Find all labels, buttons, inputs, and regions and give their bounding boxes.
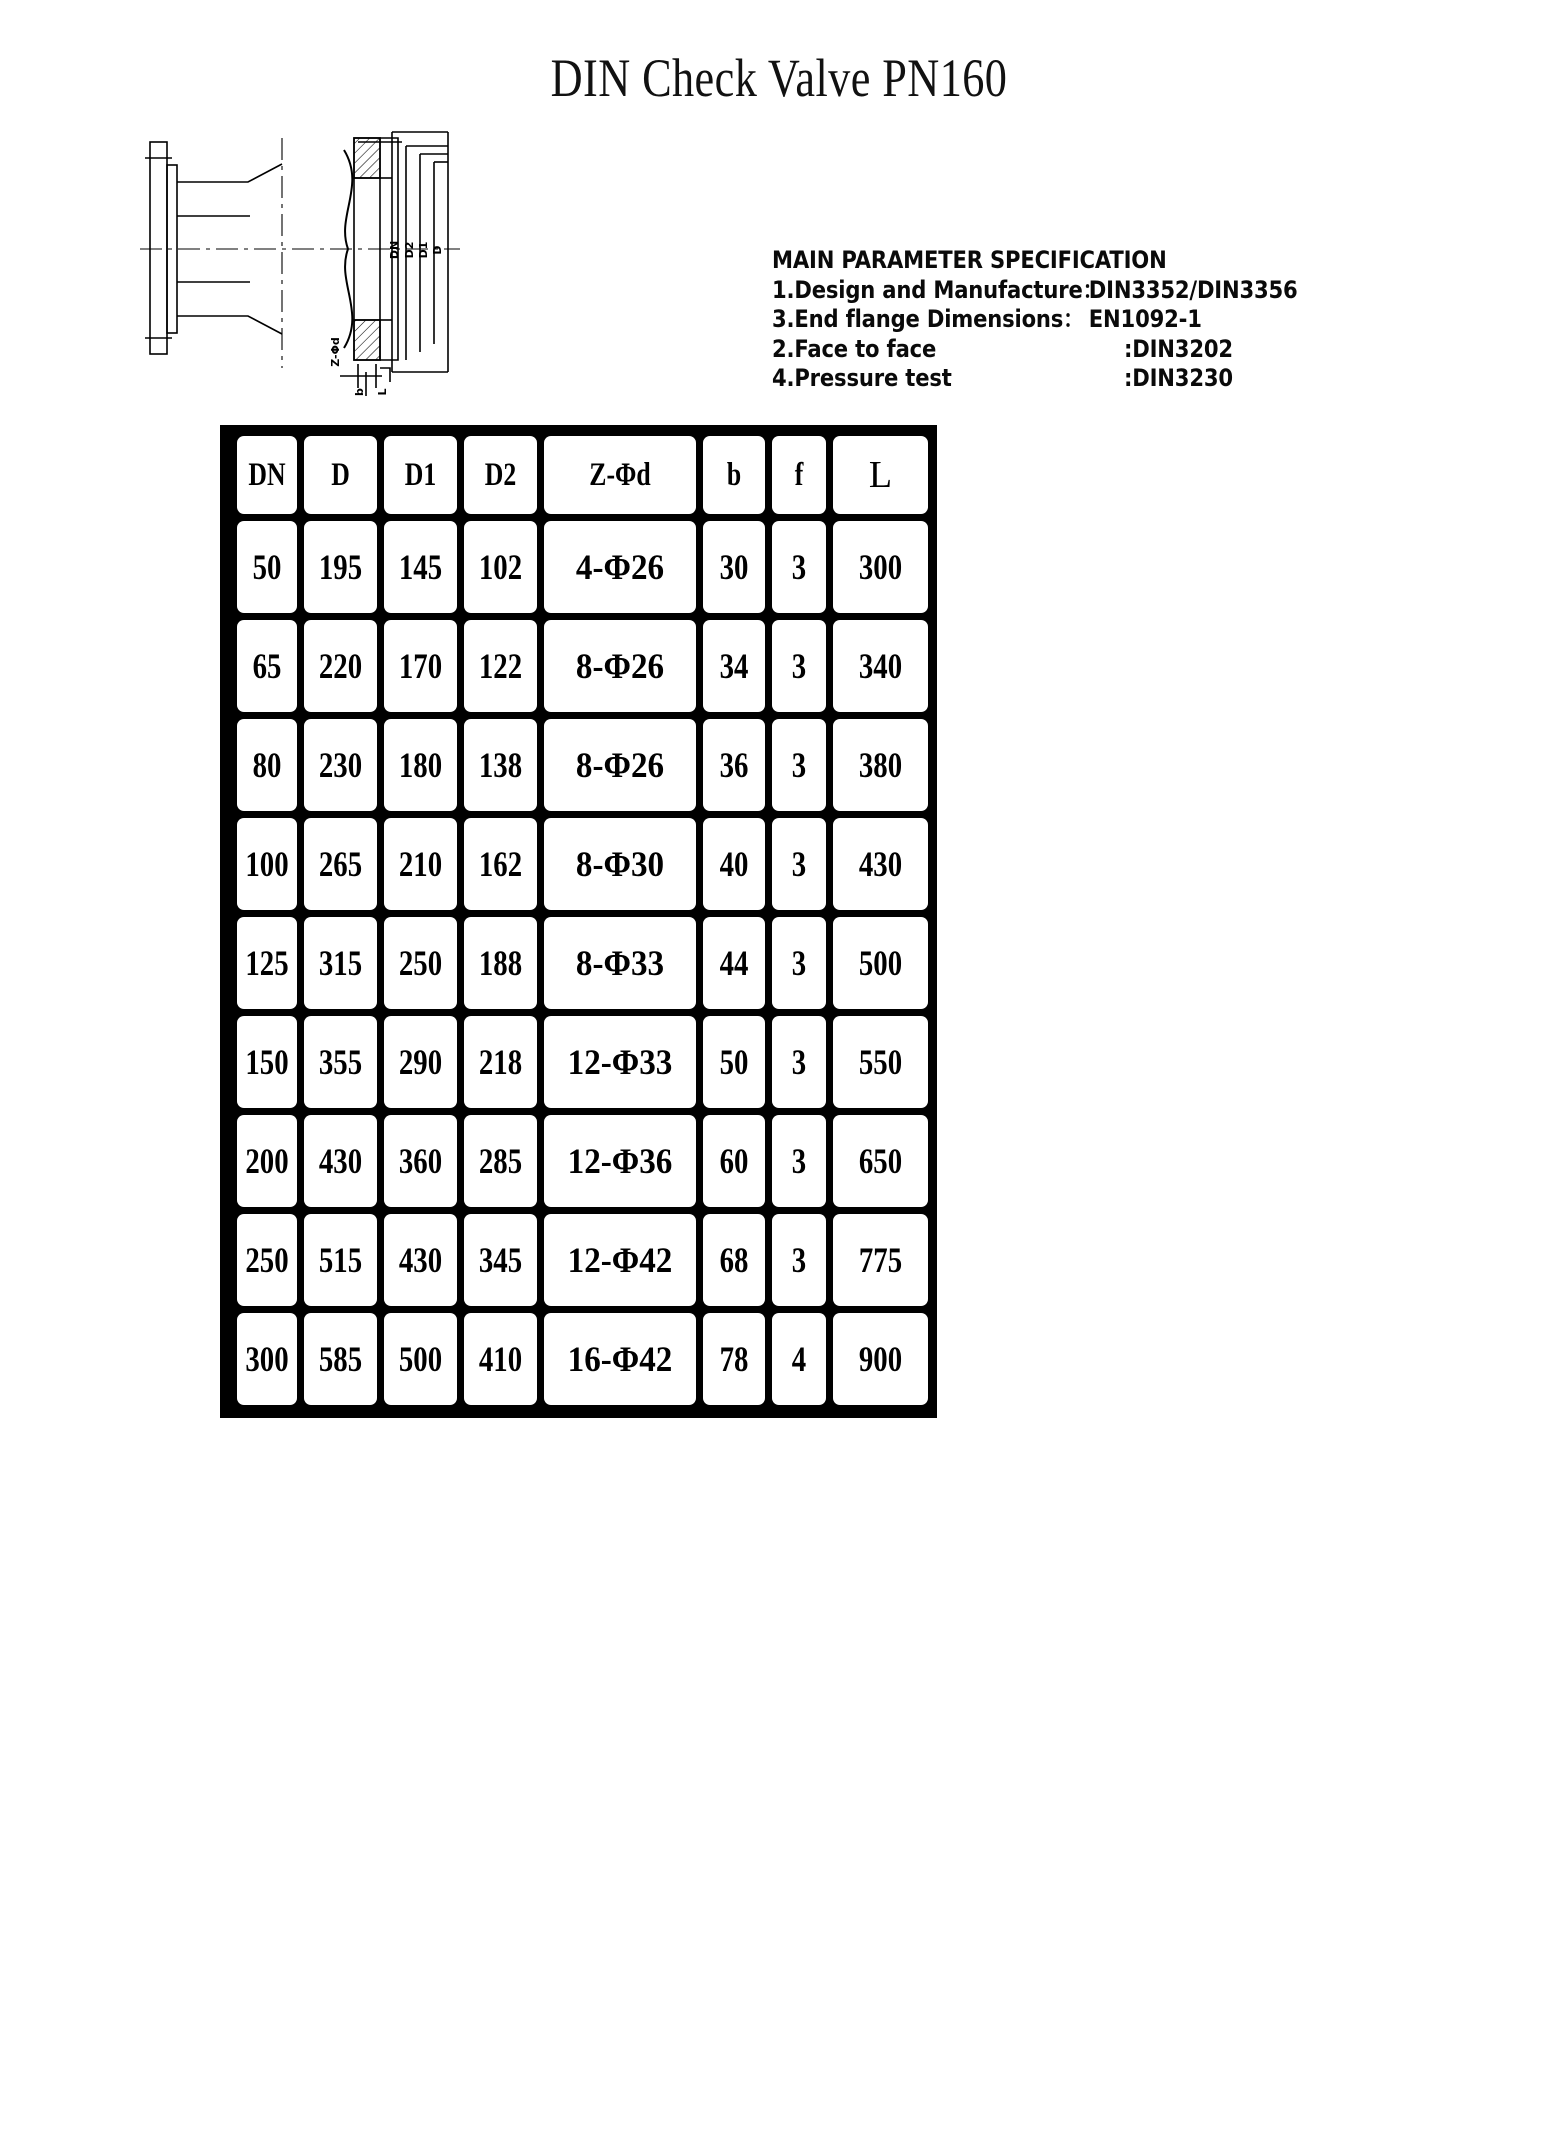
spec-label: 3.End flange Dimensions： (772, 305, 1085, 333)
table-cell-d2 (464, 1214, 537, 1306)
table-cell-b (703, 521, 765, 613)
cell-value: 180 (398, 745, 443, 785)
table-cell-d1 (384, 1016, 457, 1108)
cell-value: 102 (478, 547, 523, 587)
table-header-dn (237, 436, 297, 514)
cell-value: 220 (318, 646, 363, 686)
cell-value: 355 (318, 1042, 363, 1082)
table-cell-zd (544, 917, 696, 1009)
page-title: DIN Check Valve PN160 (550, 48, 1008, 108)
table-cell-zd (544, 521, 696, 613)
table-cell-d1 (384, 521, 457, 613)
cell-value: 44 (719, 943, 749, 983)
cell-value: 3 (791, 1042, 807, 1082)
spec-value: EN1092-1 (1088, 305, 1202, 333)
table-row (237, 917, 928, 1009)
table-cell-l (833, 1214, 928, 1306)
drawing-label-d2: D2 (403, 241, 416, 259)
cell-value: 3 (791, 943, 807, 983)
cell-value: 585 (318, 1339, 363, 1379)
table-cell-d2 (464, 818, 537, 910)
table-cell-d (304, 1016, 377, 1108)
spec-value: :DIN3202 (1124, 334, 1233, 363)
table-cell-d2 (464, 620, 537, 712)
cell-value: 360 (398, 1141, 443, 1181)
cell-value: 68 (719, 1240, 749, 1280)
table-cell-d2 (464, 719, 537, 811)
drawing-label-dn: DN (388, 240, 401, 260)
table-cell-f (772, 1313, 826, 1405)
table-cell-dn (237, 1016, 297, 1108)
cell-value: 16-Φ42 (567, 1339, 673, 1379)
table-cell-d1 (384, 1313, 457, 1405)
table-cell-dn (237, 1313, 297, 1405)
header-label: DN (248, 456, 286, 493)
table-cell-f (772, 1214, 826, 1306)
table-cell-f (772, 917, 826, 1009)
table-cell-dn (237, 620, 297, 712)
cell-value: 230 (318, 745, 363, 785)
table-cell-d (304, 1214, 377, 1306)
cell-value: 3 (791, 844, 807, 884)
cell-value: 290 (398, 1042, 443, 1082)
cell-value: 8-Φ26 (575, 745, 665, 785)
table-cell-d1 (384, 818, 457, 910)
drawing-label-d1: D1 (417, 241, 430, 259)
table-cell-l (833, 1016, 928, 1108)
cell-value: 218 (478, 1042, 523, 1082)
cell-value: 300 (245, 1339, 289, 1379)
table-header-d (304, 436, 377, 514)
spec-value: :DIN3230 (1124, 364, 1233, 392)
cell-value: 3 (791, 745, 807, 785)
cell-value: 4 (791, 1339, 807, 1379)
table-row (237, 1214, 928, 1306)
cell-value: 550 (858, 1042, 903, 1082)
cell-value: 775 (858, 1240, 903, 1280)
spec-heading: MAIN PARAMETER SPECIFICATION (772, 246, 1167, 274)
table-cell-d (304, 719, 377, 811)
table-cell-zd (544, 1016, 696, 1108)
table-cell-d (304, 917, 377, 1009)
table-cell-b (703, 1115, 765, 1207)
dimension-table-container (220, 425, 902, 1525)
cell-value: 80 (252, 745, 282, 785)
table-cell-dn (237, 917, 297, 1009)
cell-value: 500 (858, 943, 903, 983)
spec-label: 2.Face to face (772, 334, 937, 363)
header-label: D2 (484, 456, 517, 493)
cell-value: 900 (858, 1339, 903, 1379)
table-cell-zd (544, 620, 696, 712)
table-cell-d (304, 521, 377, 613)
header-label: Z-Φd (589, 456, 651, 493)
table-cell-l (833, 521, 928, 613)
header-label: f (794, 456, 804, 493)
table-cell-zd (544, 1214, 696, 1306)
cell-value: 40 (719, 844, 749, 884)
table-header-zd (544, 436, 696, 514)
table-header-f (772, 436, 826, 514)
table-header-b (703, 436, 765, 514)
table-row (237, 719, 928, 811)
cell-value: 3 (791, 1141, 807, 1181)
table-cell-f (772, 620, 826, 712)
table-cell-f (772, 719, 826, 811)
table-cell-b (703, 620, 765, 712)
cell-value: 410 (478, 1339, 523, 1379)
spec-line-face-to-face (772, 335, 1335, 365)
table-cell-l (833, 1115, 928, 1207)
cell-value: 36 (719, 745, 749, 785)
cell-value: 8-Φ26 (575, 646, 665, 686)
table-row (237, 620, 928, 712)
table-cell-d1 (384, 917, 457, 1009)
cell-value: 285 (478, 1141, 523, 1181)
table-cell-d (304, 1313, 377, 1405)
table-cell-l (833, 719, 928, 811)
table-cell-l (833, 1313, 928, 1405)
table-cell-dn (237, 1115, 297, 1207)
header-label: D (331, 456, 350, 493)
cell-value: 34 (719, 646, 749, 686)
cell-value: 430 (858, 844, 903, 884)
main-parameter-specification (772, 246, 1335, 394)
table-cell-f (772, 1016, 826, 1108)
drawing-label-d: D (431, 245, 444, 255)
cell-value: 162 (478, 844, 523, 884)
drawing-label-b: b (353, 388, 366, 396)
cell-value: 122 (478, 646, 523, 686)
table-cell-d2 (464, 521, 537, 613)
spec-label: 4.Pressure test (772, 364, 952, 392)
table-cell-l (833, 818, 928, 910)
cell-value: 380 (858, 745, 903, 785)
spec-value: DIN3352/DIN3356 (1088, 275, 1298, 304)
table-cell-d2 (464, 917, 537, 1009)
drawing-label-l: L (376, 388, 389, 396)
table-header-d2 (464, 436, 537, 514)
cell-value: 200 (245, 1141, 289, 1181)
table-cell-d1 (384, 1115, 457, 1207)
cell-value: 145 (398, 547, 443, 587)
cell-value: 12-Φ36 (567, 1141, 673, 1181)
dimension-table (220, 425, 937, 1418)
table-row (237, 1115, 928, 1207)
cell-value: 210 (398, 844, 443, 884)
table-cell-zd (544, 1313, 696, 1405)
spec-line-pressure-test (772, 364, 1335, 394)
spec-line-design-and-manufacture (772, 276, 1335, 306)
cell-value: 250 (245, 1240, 289, 1280)
table-header-l (833, 436, 928, 514)
table-cell-b (703, 818, 765, 910)
table-cell-l (833, 917, 928, 1009)
cell-value: 8-Φ30 (575, 844, 665, 884)
cell-value: 138 (478, 745, 523, 785)
table-row (237, 521, 928, 613)
table-cell-d (304, 620, 377, 712)
table-cell-d2 (464, 1313, 537, 1405)
table-cell-zd (544, 719, 696, 811)
cell-value: 430 (398, 1240, 443, 1280)
table-cell-d1 (384, 719, 457, 811)
table-cell-f (772, 1115, 826, 1207)
table-cell-zd (544, 1115, 696, 1207)
cell-value: 265 (318, 844, 363, 884)
table-cell-b (703, 1016, 765, 1108)
cell-value: 3 (791, 646, 807, 686)
header-label: L (868, 454, 893, 496)
table-cell-dn (237, 818, 297, 910)
table-cell-d (304, 1115, 377, 1207)
table-header-d1 (384, 436, 457, 514)
cell-value: 100 (245, 844, 289, 884)
cell-value: 150 (245, 1042, 289, 1082)
cell-value: 78 (719, 1339, 749, 1379)
cell-value: 650 (858, 1141, 903, 1181)
table-cell-b (703, 1214, 765, 1306)
cell-value: 12-Φ33 (567, 1042, 673, 1082)
table-cell-l (833, 620, 928, 712)
cell-value: 50 (719, 1042, 749, 1082)
table-cell-d2 (464, 1115, 537, 1207)
cell-value: 430 (318, 1141, 363, 1181)
table-cell-dn (237, 1214, 297, 1306)
cell-value: 3 (791, 547, 807, 587)
valve-cross-section-drawing (130, 120, 600, 410)
cell-value: 8-Φ33 (575, 943, 665, 983)
cell-value: 345 (478, 1240, 523, 1280)
table-cell-b (703, 1313, 765, 1405)
cell-value: 4-Φ26 (575, 547, 665, 587)
cell-value: 315 (318, 943, 363, 983)
table-cell-d1 (384, 1214, 457, 1306)
header-label: b (726, 456, 742, 493)
drawing-label-zd: Z-Φd (329, 337, 342, 367)
cell-value: 65 (252, 646, 282, 686)
table-row (237, 1313, 928, 1405)
cell-value: 188 (478, 943, 523, 983)
table-cell-dn (237, 521, 297, 613)
cell-value: 50 (252, 547, 282, 587)
cell-value: 170 (398, 646, 443, 686)
cell-value: 250 (398, 943, 443, 983)
cell-value: 300 (858, 547, 903, 587)
table-cell-f (772, 521, 826, 613)
cell-value: 500 (398, 1339, 443, 1379)
table-row (237, 1016, 928, 1108)
table-cell-b (703, 719, 765, 811)
table-cell-zd (544, 818, 696, 910)
cell-value: 195 (318, 547, 363, 587)
table-cell-f (772, 818, 826, 910)
cell-value: 340 (858, 646, 903, 686)
table-cell-b (703, 917, 765, 1009)
cell-value: 12-Φ42 (567, 1240, 673, 1280)
table-row (237, 818, 928, 910)
table-cell-d (304, 818, 377, 910)
table-cell-dn (237, 719, 297, 811)
table-header-row (237, 436, 928, 514)
header-label: D1 (404, 456, 437, 493)
spec-label: 1.Design and Manufacture： (772, 275, 1104, 304)
cell-value: 125 (245, 943, 289, 983)
spec-line-end-flange-dimensions (772, 305, 1335, 335)
table-cell-d2 (464, 1016, 537, 1108)
cell-value: 3 (791, 1240, 807, 1280)
cell-value: 30 (719, 547, 749, 587)
cell-value: 515 (318, 1240, 363, 1280)
table-cell-d1 (384, 620, 457, 712)
cell-value: 60 (719, 1141, 749, 1181)
